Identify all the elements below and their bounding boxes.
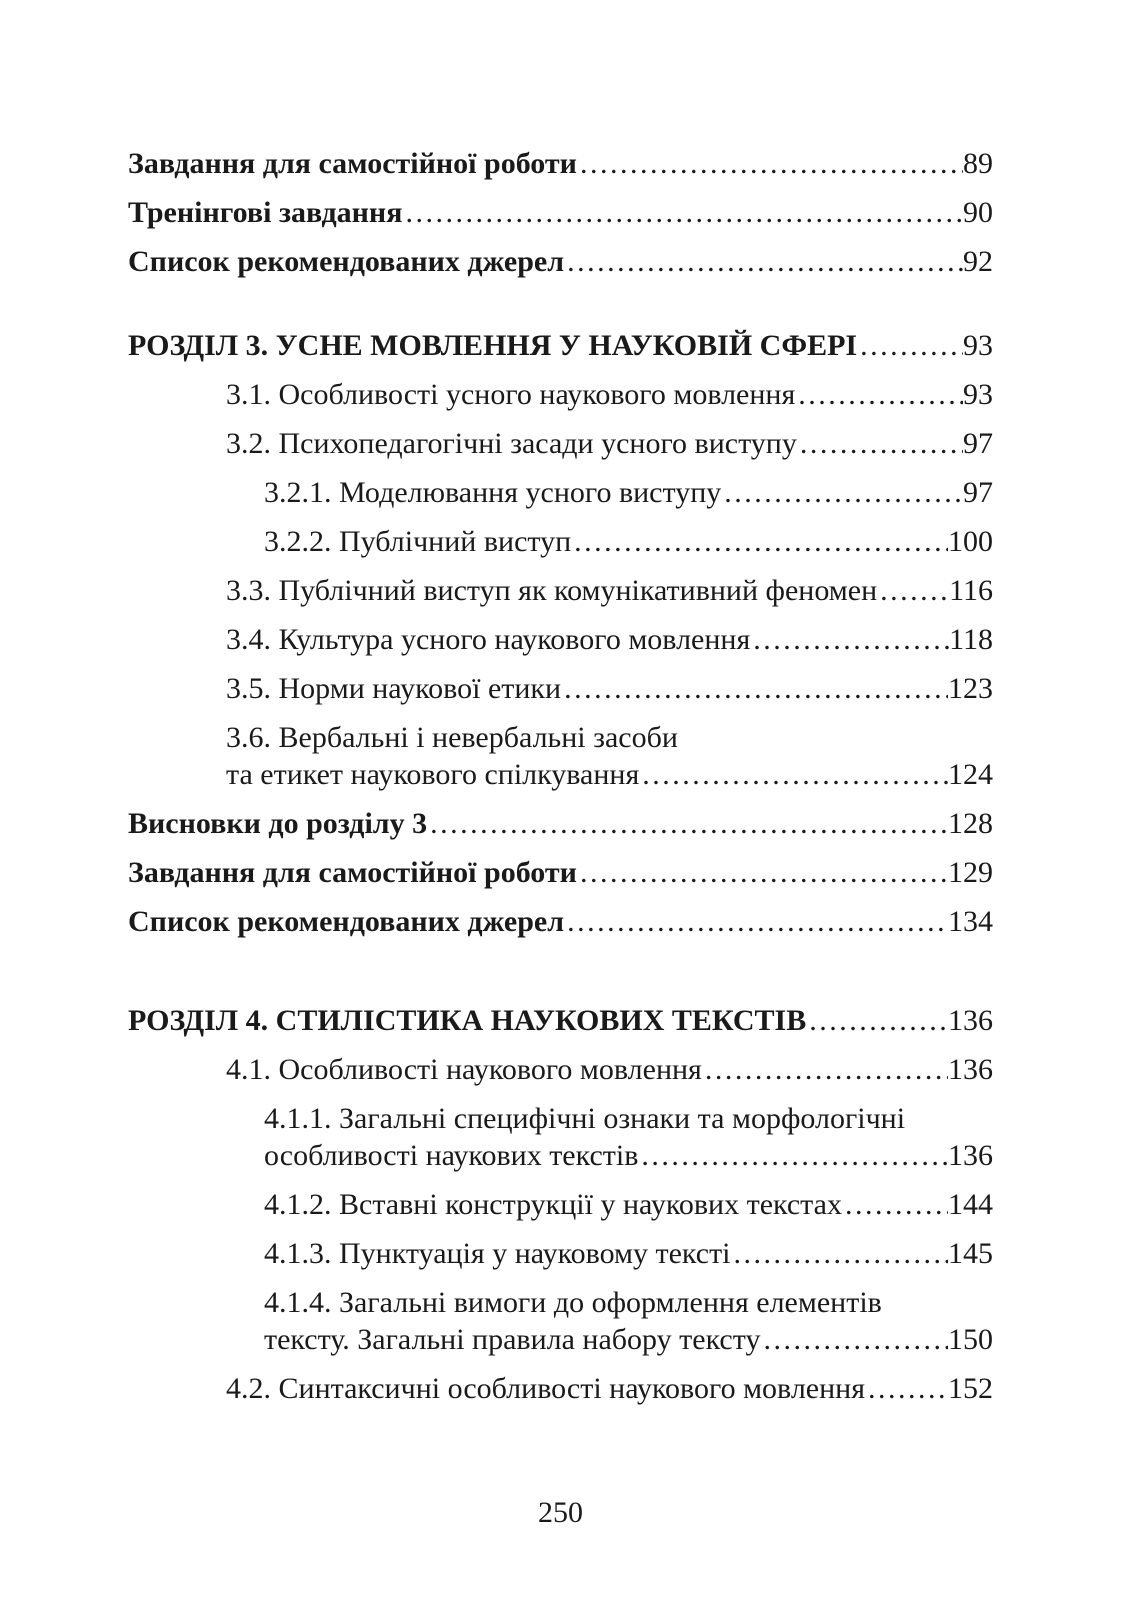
dot-leader: [639, 756, 948, 793]
toc-entry-page-number: 93: [963, 329, 993, 362]
toc-entry-label: 3.2.1. Моделювання усного виступу: [264, 476, 722, 509]
toc-entry: [128, 243, 993, 280]
dot-leader: [561, 670, 948, 707]
toc-entry: [264, 474, 993, 511]
toc-chapter-heading: [128, 1002, 993, 1039]
toc-entry-label: 3.6. Вербальні і невербальні засоби: [226, 721, 678, 754]
dot-leader: [797, 425, 963, 462]
toc-entry-page-number: 145: [948, 1237, 993, 1270]
toc-entry: [226, 1051, 993, 1088]
toc-entry-label: Завдання для самостійної роботи: [128, 856, 577, 889]
toc-entry: [264, 1186, 993, 1223]
dot-leader: [638, 1137, 948, 1174]
toc-entry-page-number: 93: [963, 378, 993, 411]
toc-entry-page-number: 128: [948, 807, 993, 840]
toc-entry-label: Висновки до розділу 3: [128, 807, 428, 840]
toc-entry-page-number: 90: [963, 196, 993, 229]
toc-entry: [226, 719, 993, 793]
toc-entry-label: 4.1.4. Загальні вимоги до оформлення елементів: [264, 1286, 882, 1319]
toc-entry-label: 3.2.2. Публічний виступ: [264, 525, 572, 558]
toc-entry-label: 4.1.1. Загальні специфічні ознаки та морфологічні: [264, 1102, 906, 1135]
toc-entry-label-continued: особливості наукових текстів: [264, 1139, 639, 1172]
toc-entry-page-number: 100: [948, 525, 993, 558]
toc-entry-label: 3.2. Психопедагогічні засади усного виступу: [226, 427, 797, 460]
dot-leader: [842, 1186, 948, 1223]
toc-entry-label: 4.1. Особливості наукового мовлення: [226, 1053, 702, 1086]
dot-leader: [721, 474, 963, 511]
toc-entry: [226, 425, 993, 462]
toc-entry: [226, 1370, 993, 1407]
toc-entry-page-number: 152: [948, 1372, 993, 1405]
toc-entry-label: 3.5. Норми наукової етики: [226, 672, 562, 705]
toc-entry-label: 4.2. Синтаксичні особливості наукового мовлення: [226, 1372, 866, 1405]
toc-entry-page-number: 116: [949, 574, 993, 607]
toc-entry: [226, 621, 993, 658]
dot-leader: [702, 1051, 948, 1088]
toc-entry-page-number: 134: [948, 905, 993, 938]
toc-entry-label: 3.1. Особливості усного наукового мовлення: [226, 378, 796, 411]
toc-entry-label: РОЗДІЛ 4. СТИЛІСТИКА НАУКОВИХ ТЕКСТІВ: [128, 1004, 807, 1037]
dot-leader: [427, 805, 948, 842]
toc-entry-label-continued: тексту. Загальні правила набору тексту: [264, 1323, 761, 1356]
toc-entry-label: 3.4. Культура усного наукового мовлення: [226, 623, 751, 656]
toc-entry: [264, 1100, 993, 1174]
dot-leader: [877, 572, 949, 609]
dot-leader: [571, 523, 948, 560]
toc-entry-page-number: 129: [948, 856, 993, 889]
toc-entry-page-number: 136: [948, 1053, 993, 1086]
toc-entry-page-number: 92: [963, 245, 993, 278]
page-number-footer: 250: [538, 1496, 583, 1529]
toc-entry-page-number: 144: [948, 1188, 993, 1221]
dot-leader: [750, 621, 949, 658]
toc-entry-label: 4.1.3. Пунктуація у науковому тексті: [264, 1237, 731, 1270]
toc-entry: [226, 376, 993, 413]
dot-leader: [857, 327, 963, 364]
toc-entry-label: Список рекомендованих джерел: [128, 905, 565, 938]
toc-entry-page-number: 136: [948, 1139, 993, 1172]
toc-entry: [226, 670, 993, 707]
toc-entry-page-number: 118: [949, 623, 993, 656]
dot-leader: [795, 376, 963, 413]
dot-leader: [577, 854, 948, 891]
toc-entry: [128, 903, 993, 940]
toc-entry: [226, 572, 993, 609]
dot-leader: [806, 1002, 948, 1039]
toc-entry-label: 4.1.2. Вставні конструкції у наукових текстах: [264, 1188, 842, 1221]
dot-leader: [564, 903, 948, 940]
toc-entry-label: Тренінгові завдання: [128, 196, 403, 229]
toc-chapter-heading: [128, 327, 993, 364]
toc-entry-page-number: 136: [948, 1004, 993, 1037]
toc-entry-label: РОЗДІЛ 3. УСНЕ МОВЛЕННЯ У НАУКОВІЙ СФЕРІ: [128, 329, 858, 362]
toc-entry: [264, 1284, 993, 1358]
toc-entry: [128, 194, 993, 231]
dot-leader: [865, 1370, 948, 1407]
toc-entry-page-number: 97: [963, 476, 993, 509]
toc-entry-page-number: 89: [963, 147, 993, 180]
toc-entry-label: 3.3. Публічний виступ як комунікативний феномен: [226, 574, 878, 607]
toc-entry-label: Список рекомендованих джерел: [128, 245, 565, 278]
dot-leader: [577, 145, 963, 182]
toc-entry-page-number: 150: [948, 1323, 993, 1356]
toc-entry: [128, 145, 993, 182]
dot-leader: [760, 1321, 948, 1358]
toc-entry: [264, 523, 993, 560]
dot-leader: [564, 243, 963, 280]
toc-entry: [264, 1235, 993, 1272]
toc-entry-page-number: 124: [948, 758, 993, 791]
toc-entry: [128, 854, 993, 891]
toc-entry: [128, 805, 993, 842]
toc-entry-page-number: 97: [963, 427, 993, 460]
toc-entry-label-continued: та етикет наукового спілкування: [226, 758, 640, 791]
toc-entry-label: Завдання для самостійної роботи: [128, 147, 577, 180]
dot-leader: [402, 194, 963, 231]
dot-leader: [731, 1235, 948, 1272]
toc-entry-page-number: 123: [948, 672, 993, 705]
